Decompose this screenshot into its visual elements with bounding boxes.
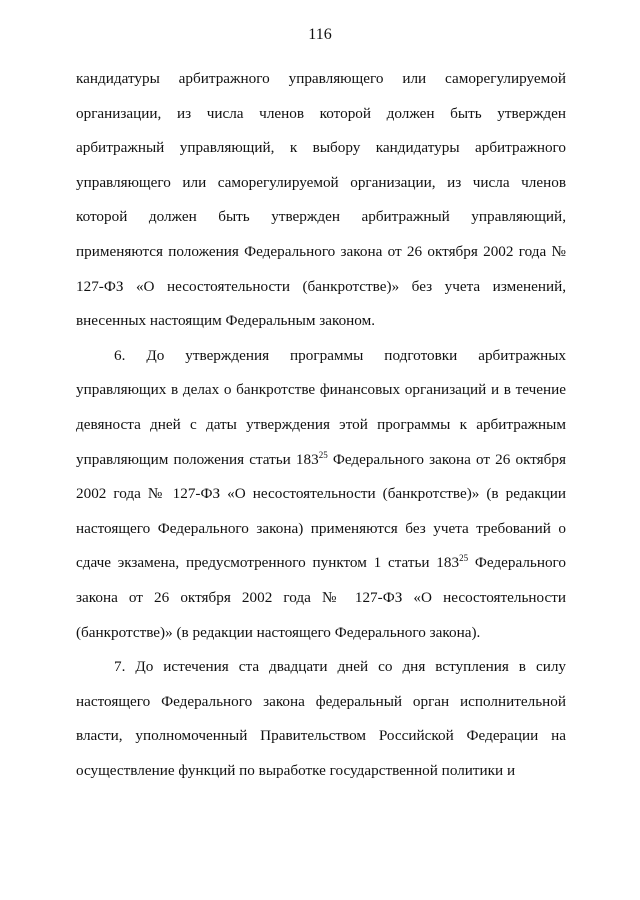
paragraph-item-7: 7. До истечения ста двадцати дней со дня вступления в силу настоящего Федерального закона федеральный орган исполнительной власти, уполномоченный Правительством Российской Федерации на осуществление функций по выработке государственной политики и — [76, 658, 566, 779]
page-number: 116 — [308, 26, 332, 43]
paragraph-item-6-text-2: Федерального закона от 26 октября 2002 года № 127-ФЗ «О несостоятельности (банкротстве)» (в редакции настоящего Федерального закона) применяются без учета требований о сдаче экзамена, предусмотренного пунктом 1 статьи 183 — [76, 450, 566, 572]
paragraph-continuation: кандидатуры арбитражного управляющего или саморегулируемой организации, из числа членов которой должен быть утвержден арбитражный управляющий, к выбору кандидатуры арбитражного управляющего или саморегулируемой организации, из числа членов которой должен быть утвержден арбитражный управляющий, применяются положения Федерального закона от 26 октября 2002 года № 127-ФЗ «О несостоятельности (банкротстве)» без учета изменений, внесенных настоящим Федеральным законом. — [76, 70, 566, 330]
document-body — [76, 62, 566, 788]
paragraph-item-6-text-3: Федерального закона от 26 октября 2002 года № 127-ФЗ «О несостоятельности (банкротстве)» (в редакции настоящего Федерального закона). — [76, 554, 566, 641]
article-superscript: 25 — [459, 553, 469, 564]
paragraph-item-6 — [76, 339, 566, 650]
article-superscript: 25 — [318, 449, 328, 460]
paragraph-item-6-text-1: 6. До утверждения программы подготовки арбитражных управляющих в делах о банкротстве финансовых организаций и в течение девяноста дней с даты утверждения этой программы к арбитражным управляющим положения статьи 183 — [76, 346, 566, 468]
